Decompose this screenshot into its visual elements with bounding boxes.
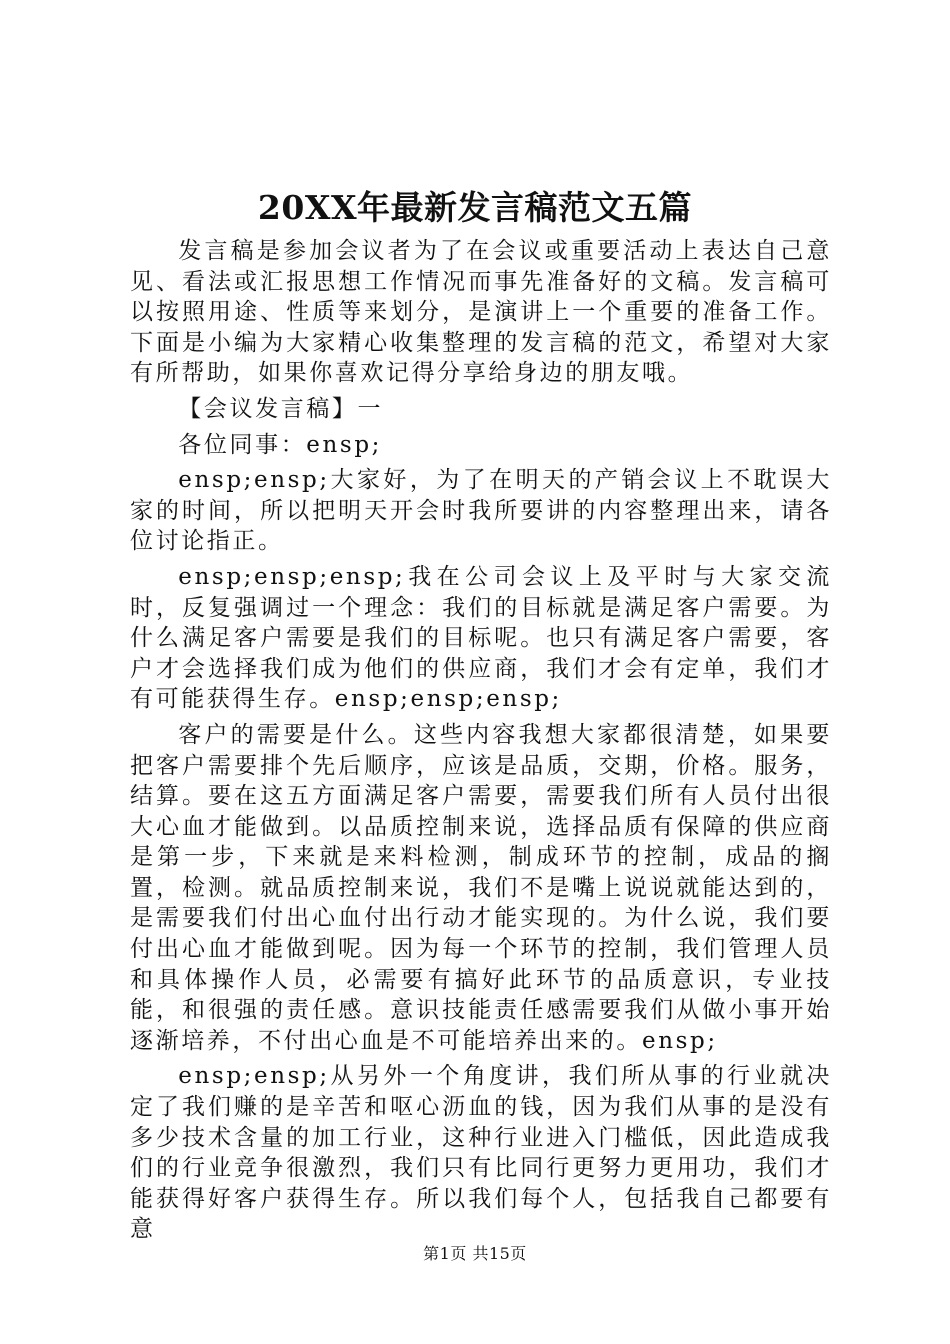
paragraph-intro: 发言稿是参加会议者为了在会议或重要活动上表达自己意见、看法或汇报思想工作情况而事先准备好的文稿。发言稿可以按照用途、性质等来划分，是演讲上一个重要的准备工作。下面是小编为大家精心收集整理的发言稿的范文，希望对大家有所帮助，如果你喜欢记得分享给身边的朋友哦。 xyxy=(130,238,832,387)
paragraph-greeting: 各位同事：ensp; xyxy=(178,431,382,458)
paragraph-customer-goal: ensp;ensp;ensp;我在公司会议上及平时与大家交流时，反复强调过一个理念：我们的目标就是满足客户需要。为什么满足客户需要是我们的目标呢。也只有满足客户需要，客户才会选择我们成为他们的供应商，我们才会有定单，我们才有可能获得生存。ensp;ensp;ensp; xyxy=(130,563,832,713)
paragraph-industry: ensp;ensp;从另外一个角度讲，我们所从事的行业就决定了我们赚的是辛苦和呕心沥血的钱，因为我们从事的是没有多少技术含量的加工行业，这种行业进入门槛低，因此造成我们的行业竞争很激烈，我们只有比同行更努力更用功，我们才能获得好客户获得生存。所以我们每个人，包括我自己都要有意 xyxy=(130,1063,832,1243)
document-body xyxy=(130,236,832,1245)
document-title: 20XX年最新发言稿范文五篇 xyxy=(257,188,693,227)
paragraph-section-heading: 【会议发言稿】一 xyxy=(178,395,384,422)
paragraph-opening: ensp;ensp;大家好，为了在明天的产销会议上不耽误大家的时间，所以把明天开会时我所要讲的内容整理出来，请各位讨论指正。 xyxy=(130,467,832,555)
paragraph-customer-needs: 客户的需要是什么。这些内容我想大家都很清楚，如果要把客户需要排个先后顺序，应该是品质，交期，价格。服务，结算。要在这五方面满足客户需要，需要我们所有人员付出很大心血才能做到。以品质控制来说，选择品质有保障的供应商是第一步，下来就是来料检测，制成环节的控制，成品的搁置，检测。就品质控制来说，我们不是嘴上说说就能达到的，是需要我们付出心血付出行动才能实现的。为什么说，我们要付出心血才能做到呢。因为每一个环节的控制，我们管理人员和具体操作人员，必需要有搞好此环节的品质意识，专业技能，和很强的责任感。意识技能责任感需要我们从做小事开始逐渐培养，不付出心血是不可能培养出来的。ensp; xyxy=(130,721,832,1054)
page-footer: 第1页 共15页 xyxy=(423,1244,527,1263)
